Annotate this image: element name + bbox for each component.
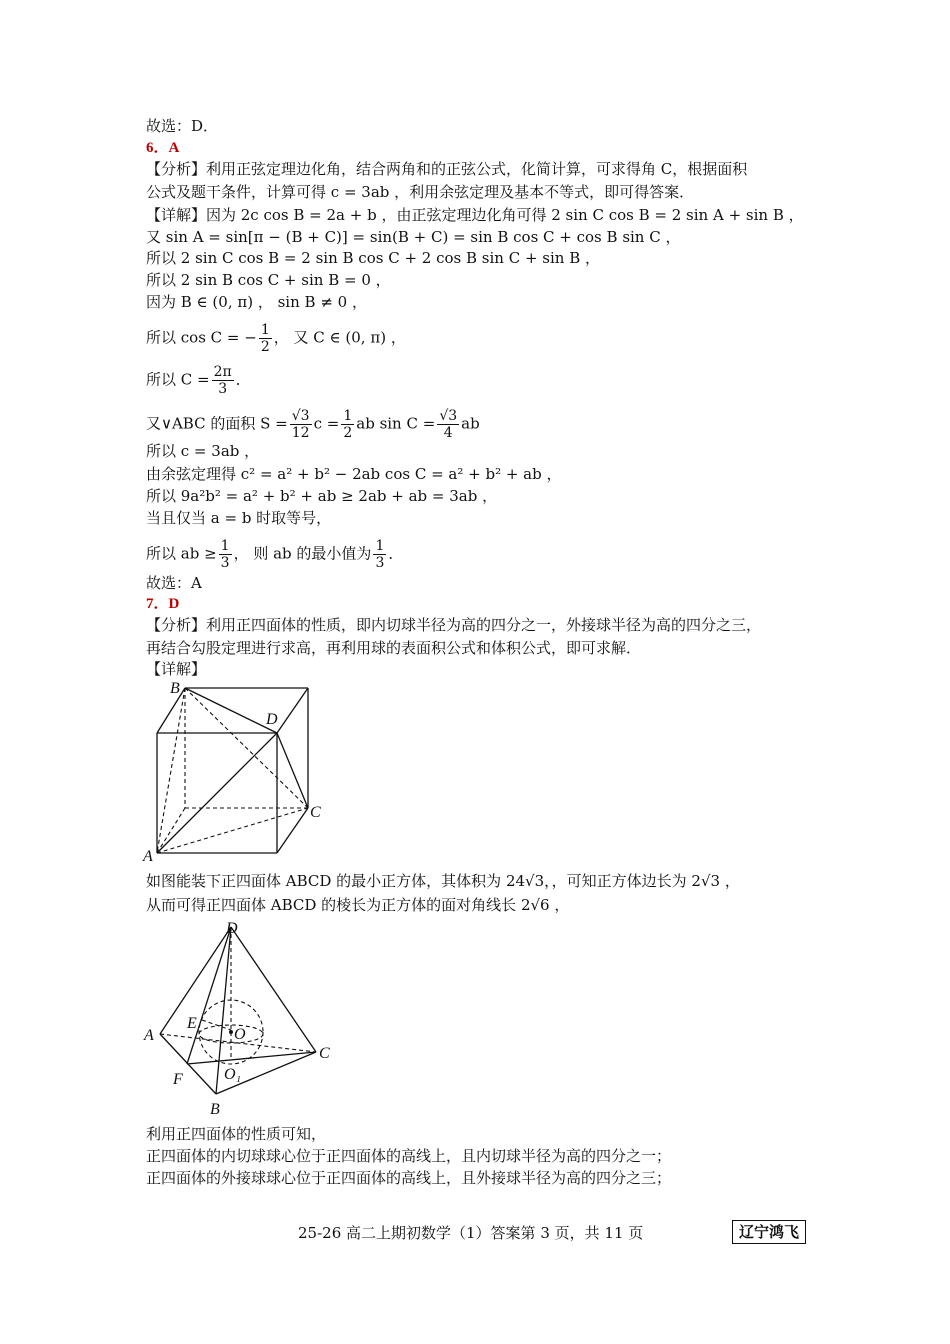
solution-line: 【详解】因为 2c cos B = 2a + b ，由正弦定理边化角可得 2 sin C cos B = 2 sin A + sin B ， — [146, 206, 804, 224]
fraction — [341, 408, 354, 441]
analysis-line: 【分析】利用正弦定理边化角，结合两角和的正弦公式，化简计算，可求得角 C，根据面积 — [146, 160, 748, 178]
solution-label: 【详解】 — [146, 660, 207, 678]
solution-line: 如图能装下正四面体 ABCD 的最小正方体，其体积为 24√3，，可知正方体边长为 2√3 ， — [146, 872, 740, 890]
solution-line: 所以 c = 3ab ， — [146, 442, 260, 460]
fraction — [373, 538, 386, 571]
fraction — [259, 322, 272, 355]
solution-line: 利用正四面体的性质可知， — [146, 1125, 327, 1143]
denominator: 2 — [343, 425, 353, 441]
solution-line: 因为 B ∈ (0, π) ， sin B ≠ 0 ， — [146, 293, 367, 311]
text-segment: c = — [313, 414, 340, 433]
text-segment: 所以 ab ≥ — [146, 544, 217, 563]
solution-line: 所以 9a²b² = a² + b² + ab ≥ 2ab + ab = 3ab ， — [146, 487, 498, 505]
point-label-O1: O₁ — [224, 1066, 242, 1083]
solution-line: 从而可得正四面体 ABCD 的棱长为正方体的面对角线长 2√6 ， — [146, 896, 570, 914]
text-segment: ， 则 ab 的最小值为 — [233, 544, 372, 563]
analysis-line: 再结合勾股定理进行求高，再利用球的表面积公式和体积公式，即可求解． — [146, 639, 642, 657]
fraction — [212, 364, 234, 397]
solution-line: 正四面体的外接球球心位于正四面体的高线上，且外接球半径为高的四分之三； — [146, 1169, 672, 1187]
fraction — [290, 408, 312, 441]
numerator: 1 — [375, 538, 385, 554]
vertex-label-C: C — [319, 1045, 330, 1062]
numerator: 1 — [220, 538, 230, 554]
vertex-label-D: D — [266, 711, 278, 728]
text-segment: 所以 C = — [146, 370, 210, 389]
text-segment: ab — [461, 414, 480, 433]
text-line: 故选：A — [146, 574, 202, 592]
fraction — [219, 538, 232, 571]
point-label-F: F — [173, 1071, 183, 1088]
question-6-label: 6．A — [146, 140, 180, 156]
text-segment: ． — [388, 544, 404, 563]
cube-tetrahedron-figure — [140, 675, 340, 865]
vertex-label-A: A — [143, 848, 153, 865]
text-segment: ． — [235, 370, 251, 389]
denominator: 3 — [375, 555, 385, 571]
solution-line: 当且仅当 a = b 时取等号， — [146, 509, 332, 527]
denominator: 12 — [291, 425, 310, 441]
brand-stamp: 辽宁鸿飞 — [732, 1220, 806, 1244]
solution-line: 正四面体的内切球球心位于正四面体的高线上，且内切球半径为高的四分之一； — [146, 1147, 672, 1165]
analysis-line: 公式及题干条件，计算可得 c = 3ab ，利用余弦定理及基本不等式，即可得答案． — [146, 183, 695, 201]
denominator: 3 — [220, 555, 230, 571]
denominator: 3 — [218, 381, 228, 397]
page-footer: 25-26 高二上期初数学（1）答案第 3 页，共 11 页 — [298, 1224, 644, 1242]
text-segment: 所以 cos C = − — [146, 328, 257, 347]
solution-line: 又 sin A = sin[π − (B + C)] = sin(B + C) = sin B cos C + cos B sin C ， — [146, 228, 681, 246]
solution-line-min — [146, 538, 403, 571]
text-segment: 又∨ABC 的面积 S = — [146, 414, 288, 433]
point-label-E: E — [187, 1015, 197, 1032]
fraction — [437, 408, 459, 441]
numerator: √3 — [291, 408, 310, 424]
vertex-label-B: B — [210, 1101, 220, 1118]
solution-line-area — [146, 408, 480, 441]
text-segment: ， 又 C ∈ (0, π) ， — [273, 328, 406, 347]
tetrahedron-sphere-figure — [140, 912, 350, 1122]
denominator: 4 — [443, 425, 453, 441]
solution-line: 所以 2 sin C cos B = 2 sin B cos C + 2 cos B sin C + sin B ， — [146, 249, 600, 267]
numerator: 2π — [213, 364, 232, 380]
vertex-label-C: C — [310, 804, 321, 821]
solution-line: 所以 2 sin B cos C + sin B = 0 ， — [146, 271, 391, 289]
point-label-O: O — [234, 1026, 246, 1043]
denominator: 2 — [260, 339, 270, 355]
vertex-label-B: B — [170, 680, 180, 697]
vertex-label-A: A — [144, 1027, 154, 1044]
text-line: 故选：D． — [146, 117, 219, 135]
text-segment: ab sin C = — [356, 414, 436, 433]
numerator: √3 — [439, 408, 458, 424]
solution-line: 由余弦定理得 c² = a² + b² − 2ab cos C = a² + b² + ab ， — [146, 465, 562, 483]
numerator: 1 — [343, 408, 353, 424]
solution-line-cosC — [146, 322, 406, 355]
solution-line-C — [146, 364, 251, 397]
analysis-line: 【分析】利用正四面体的性质，即内切球半径为高的四分之一，外接球半径为高的四分之三， — [146, 616, 762, 634]
vertex-label-D: D — [226, 920, 238, 937]
question-7-label: 7．D — [146, 596, 180, 612]
numerator: 1 — [260, 322, 270, 338]
